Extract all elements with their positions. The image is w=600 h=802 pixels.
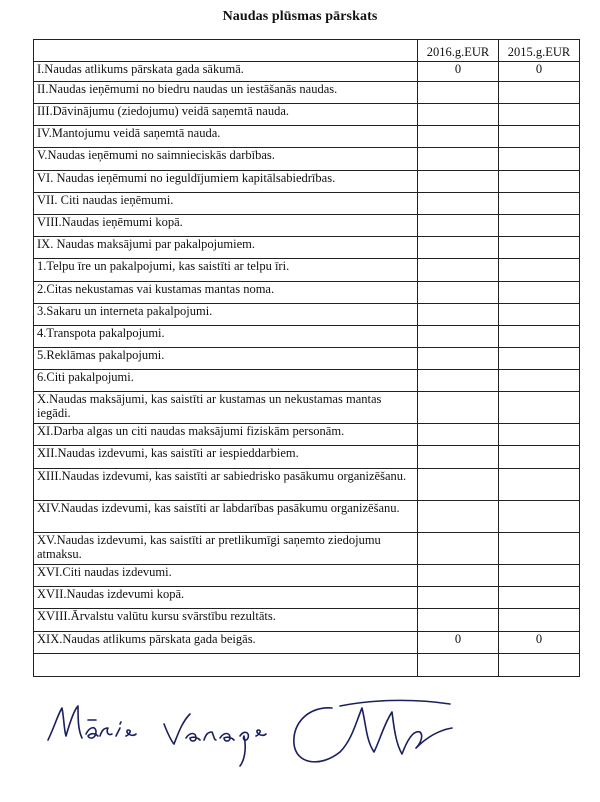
value-2015 — [499, 171, 580, 193]
value-2016 — [418, 193, 499, 215]
row-label: III.Dāvinājumu (ziedojumu) veidā saņemtā nauda. — [34, 104, 418, 126]
value-2015 — [499, 215, 580, 237]
row-label: 4.Transpota pakalpojumi. — [34, 326, 418, 348]
table-row — [34, 82, 580, 104]
table-row — [34, 237, 580, 259]
value-2015 — [499, 304, 580, 326]
row-label: VIII.Naudas ieņēmumi kopā. — [34, 215, 418, 237]
value-2016 — [418, 501, 499, 533]
table-row — [34, 632, 580, 654]
table-row — [34, 533, 580, 565]
column-header-description — [34, 40, 418, 62]
table-row — [34, 609, 580, 632]
column-header-2016: 2016.g.EUR — [418, 40, 499, 62]
value-2015 — [499, 193, 580, 215]
value-2016 — [418, 370, 499, 392]
value-2015: 0 — [499, 62, 580, 82]
row-label: XVI.Citi naudas izdevumi. — [34, 565, 418, 587]
value-2015 — [499, 82, 580, 104]
value-2015 — [499, 587, 580, 609]
row-label: XVIII.Ārvalstu valūtu kursu svārstību rezultāts. — [34, 609, 418, 632]
value-2015 — [499, 446, 580, 469]
row-label: I.Naudas atlikums pārskata gada sākumā. — [34, 62, 418, 82]
table-row — [34, 193, 580, 215]
value-2015 — [499, 370, 580, 392]
value-2015 — [499, 104, 580, 126]
value-2015 — [499, 237, 580, 259]
column-header-2015: 2015.g.EUR — [499, 40, 580, 62]
value-2015 — [499, 282, 580, 304]
row-label: 5.Reklāmas pakalpojumi. — [34, 348, 418, 370]
table-row — [34, 446, 580, 469]
table-row — [34, 392, 580, 424]
page-title: Naudas plūsmas pārskats — [222, 9, 378, 24]
table-row — [34, 424, 580, 446]
row-label: XV.Naudas izdevumi, kas saistīti ar pretlikumīgi saņemto ziedojumu atmaksu. — [34, 533, 418, 565]
value-2015 — [499, 469, 580, 501]
value-2015 — [499, 259, 580, 282]
value-2016 — [418, 654, 499, 677]
table-row — [34, 259, 580, 282]
value-2016 — [418, 126, 499, 148]
table-row — [34, 501, 580, 533]
value-2016 — [418, 446, 499, 469]
value-2016 — [418, 424, 499, 446]
value-2015 — [499, 501, 580, 533]
table-header-row — [34, 40, 580, 62]
value-2016 — [418, 348, 499, 370]
value-2015 — [499, 533, 580, 565]
row-label: X.Naudas maksājumi, kas saistīti ar kustamas un nekustamas mantas iegādi. — [34, 392, 418, 424]
value-2016: 0 — [418, 632, 499, 654]
row-label: 2.Citas nekustamas vai kustamas mantas noma. — [34, 282, 418, 304]
value-2015 — [499, 392, 580, 424]
row-label: VII. Citi naudas ieņēmumi. — [34, 193, 418, 215]
value-2015 — [499, 348, 580, 370]
row-label: II.Naudas ieņēmumi no biedru naudas un iestāšanās naudas. — [34, 82, 418, 104]
row-label: IX. Naudas maksājumi par pakalpojumiem. — [34, 237, 418, 259]
value-2016 — [418, 148, 499, 171]
table-row — [34, 348, 580, 370]
table-row — [34, 171, 580, 193]
row-label: 6.Citi pakalpojumi. — [34, 370, 418, 392]
table-row — [34, 565, 580, 587]
row-label: XI.Darba algas un citi naudas maksājumi fiziskām personām. — [34, 424, 418, 446]
table-row — [34, 326, 580, 348]
value-2015 — [499, 326, 580, 348]
value-2015 — [499, 654, 580, 677]
cash-flow-table — [33, 39, 580, 677]
table-row — [34, 282, 580, 304]
table-row — [34, 304, 580, 326]
table-row — [34, 370, 580, 392]
table-row — [34, 126, 580, 148]
value-2016 — [418, 104, 499, 126]
row-label: IV.Mantojumu veidā saņemtā nauda. — [34, 126, 418, 148]
row-label: XIII.Naudas izdevumi, kas saistīti ar sabiedrisko pasākumu organizēšanu. — [34, 469, 418, 501]
value-2016: 0 — [418, 62, 499, 82]
row-label: VI. Naudas ieņēmumi no ieguldījumiem kapitālsabiedrības. — [34, 171, 418, 193]
table-row — [34, 469, 580, 501]
table-row — [34, 587, 580, 609]
value-2015 — [499, 609, 580, 632]
row-label: 3.Sakaru un interneta pakalpojumi. — [34, 304, 418, 326]
signature-image — [40, 678, 460, 788]
value-2015 — [499, 565, 580, 587]
row-label: XIX.Naudas atlikums pārskata gada beigās. — [34, 632, 418, 654]
value-2016 — [418, 565, 499, 587]
value-2016 — [418, 609, 499, 632]
row-label: XII.Naudas izdevumi, kas saistīti ar iespieddarbiem. — [34, 446, 418, 469]
value-2016 — [418, 533, 499, 565]
row-label: 1.Telpu īre un pakalpojumi, kas saistīti ar telpu īri. — [34, 259, 418, 282]
row-label: XVII.Naudas izdevumi kopā. — [34, 587, 418, 609]
table-row — [34, 104, 580, 126]
value-2016 — [418, 304, 499, 326]
table-row — [34, 148, 580, 171]
value-2015 — [499, 126, 580, 148]
table-row — [34, 654, 580, 677]
value-2016 — [418, 326, 499, 348]
value-2016 — [418, 282, 499, 304]
table-row — [34, 62, 580, 82]
value-2016 — [418, 82, 499, 104]
value-2015: 0 — [499, 632, 580, 654]
value-2016 — [418, 215, 499, 237]
row-label — [34, 654, 418, 677]
value-2015 — [499, 424, 580, 446]
value-2016 — [418, 392, 499, 424]
value-2016 — [418, 237, 499, 259]
row-label: XIV.Naudas izdevumi, kas saistīti ar labdarības pasākumu organizēšanu. — [34, 501, 418, 533]
row-label: V.Naudas ieņēmumi no saimnieciskās darbības. — [34, 148, 418, 171]
value-2016 — [418, 259, 499, 282]
table-row — [34, 215, 580, 237]
value-2015 — [499, 148, 580, 171]
value-2016 — [418, 171, 499, 193]
value-2016 — [418, 469, 499, 501]
value-2016 — [418, 587, 499, 609]
